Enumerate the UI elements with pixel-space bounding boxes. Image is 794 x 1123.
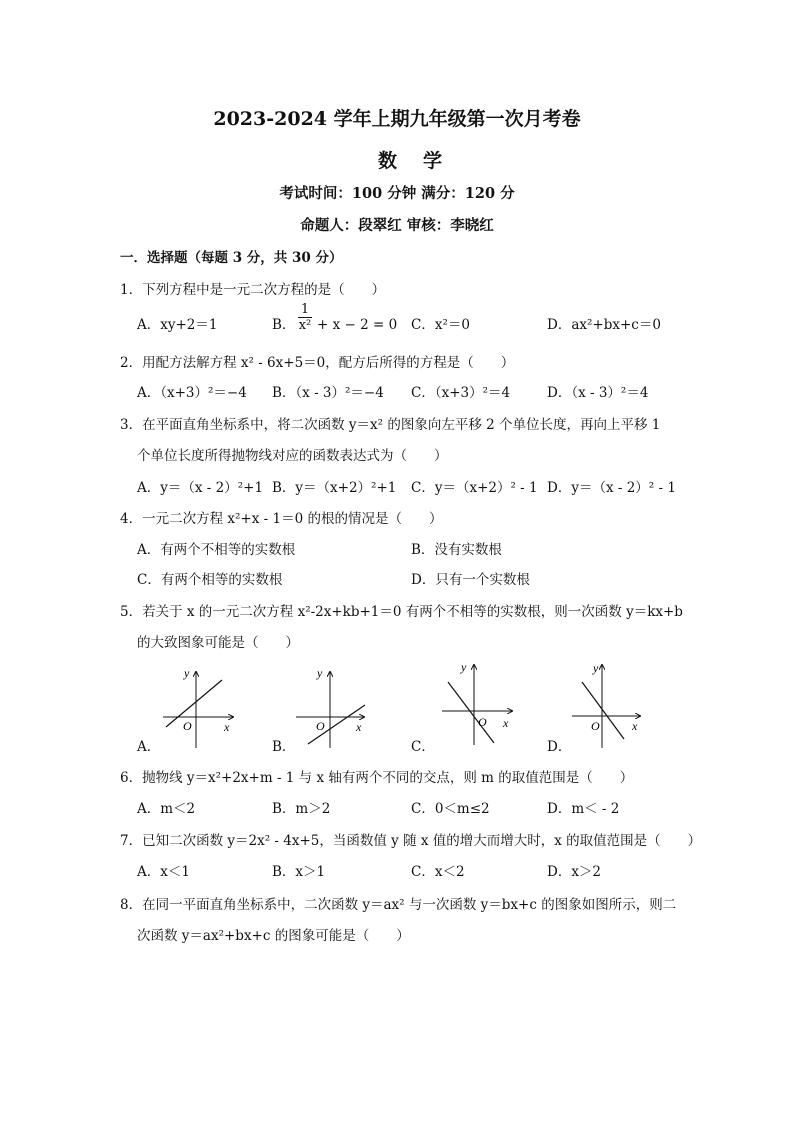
q2-option-c: C．（x+3）²＝4 [411, 385, 511, 401]
exam-authors: 命题人：段翠红 审核：李晓红 [300, 217, 494, 234]
q4-option-b: B．没有实数根 [411, 542, 502, 558]
q7-option-b: B．x＞1 [272, 864, 326, 880]
question-2-stem: 2．用配方法解方程 x² - 6x+5＝0，配方后所得的方程是（ ） [120, 355, 515, 371]
y-axis-label: y [461, 660, 467, 674]
y-axis-label: y [317, 666, 323, 680]
x-axis-label: x [503, 716, 509, 730]
q6-option-a: A．m＜2 [137, 801, 196, 817]
q5-option-c: C． [411, 739, 435, 755]
q2-option-d: D．（x - 3）²＝4 [547, 385, 649, 401]
origin-label: O [183, 719, 192, 733]
q5-graph-b [296, 666, 365, 748]
q6-option-b: B．m＞2 [272, 801, 331, 817]
question-8-stem-line2: 次函数 y＝ax²+bx+c 的图象可能是（ ） [137, 928, 410, 944]
q1-option-d: D．ax²+bx+c＝0 [547, 317, 661, 333]
q5-line-c [448, 682, 494, 743]
question-1-stem: 1．下列方程中是一元二次方程的是（ ） [120, 282, 386, 298]
origin-label: O [478, 715, 487, 729]
question-3-stem-line2: 个单位长度所得抛物线对应的函数表达式为（ ） [137, 448, 448, 464]
q1-option-b-rest: + x − 2 = 0 [317, 317, 398, 333]
question-5-stem-line2: 的大致图象可能是（ ） [137, 635, 299, 651]
q3-option-c: C．y＝（x+2）² - 1 [411, 480, 538, 496]
y-axis-label: y [593, 661, 599, 675]
question-8-stem-line1: 8．在同一平面直角坐标系中，二次函数 y＝ax² 与一次函数 y＝bx+c 的图象如图所示，则二 [120, 897, 677, 913]
question-4-stem: 4．一元二次方程 x²+x - 1＝0 的根的情况是（ ） [120, 511, 443, 527]
q2-option-a: A．（x+3）²＝−4 [137, 385, 247, 401]
section-heading: 一．选择题（每题 3 分，共 30 分） [120, 250, 343, 266]
x-axis-label: x [632, 719, 638, 733]
q5-line-a [166, 680, 222, 727]
q5-option-d: D． [547, 739, 572, 755]
origin-label: O [591, 719, 600, 733]
q2-option-b: B．（x - 3）²＝−4 [272, 385, 384, 401]
q5-graph-d [572, 661, 640, 748]
question-6-stem: 6．抛物线 y＝x²+2x+m - 1 与 x 轴有两个不同的交点，则 m 的取值范围是（ ） [120, 770, 634, 786]
q6-option-c: C．0＜m≤2 [411, 801, 490, 817]
fraction-denominator: x² [298, 318, 312, 333]
q4-option-c: C．有两个相等的实数根 [137, 572, 283, 588]
q1-option-c: C．x²＝0 [411, 317, 470, 333]
q4-option-d: D．只有一个实数根 [411, 572, 530, 588]
question-7-stem: 7．已知二次函数 y＝2x² - 4x+5，当函数值 y 随 x 值的增大而增大时，x 的取值范围是（ ） [120, 833, 702, 849]
y-axis-label: y [184, 666, 190, 680]
origin-label: O [316, 719, 325, 733]
q3-option-a: A．y＝（x - 2）²+1 [137, 480, 264, 496]
q5-option-b: B． [272, 739, 296, 755]
subject-title: 数学 [377, 150, 468, 172]
q1-option-a: A．xy+2＝1 [137, 317, 218, 333]
x-axis-label: x [224, 720, 230, 734]
q5-line-d [582, 682, 624, 739]
q5-graph-c [442, 660, 512, 745]
q4-option-a: A．有两个不相等的实数根 [137, 542, 296, 558]
q5-graph-options [0, 655, 794, 755]
exam-title: 2023-2024 学年上期九年级第一次月考卷 [213, 108, 581, 130]
q5-option-a: A． [137, 739, 161, 755]
q6-option-d: D．m＜ - 2 [547, 801, 620, 817]
q5-graph-a [163, 666, 233, 748]
question-3-stem-line1: 3．在平面直角坐标系中，将二次函数 y＝x² 的图象向左平移 2 个单位长度，再向上平移 1 [120, 417, 661, 433]
q7-option-d: D．x＞2 [547, 864, 602, 880]
q7-option-a: A．x＜1 [137, 864, 190, 880]
q7-option-c: C．x＜2 [411, 864, 465, 880]
q1-option-b-fraction [298, 302, 312, 333]
fraction-numerator: 1 [300, 302, 310, 317]
x-axis-label: x [356, 720, 362, 734]
q3-option-d: D．y＝（x - 2）² - 1 [547, 480, 676, 496]
exam-time-info: 考试时间：100 分钟 满分：120 分 [279, 185, 515, 202]
q3-option-b: B．y＝（x+2）²+1 [272, 480, 397, 496]
q1-option-b-label: B． [272, 317, 296, 333]
question-5-stem-line1: 5．若关于 x 的一元二次方程 x²-2x+kb+1＝0 有两个不相等的实数根，则一次函数 y＝kx+b [120, 604, 683, 620]
